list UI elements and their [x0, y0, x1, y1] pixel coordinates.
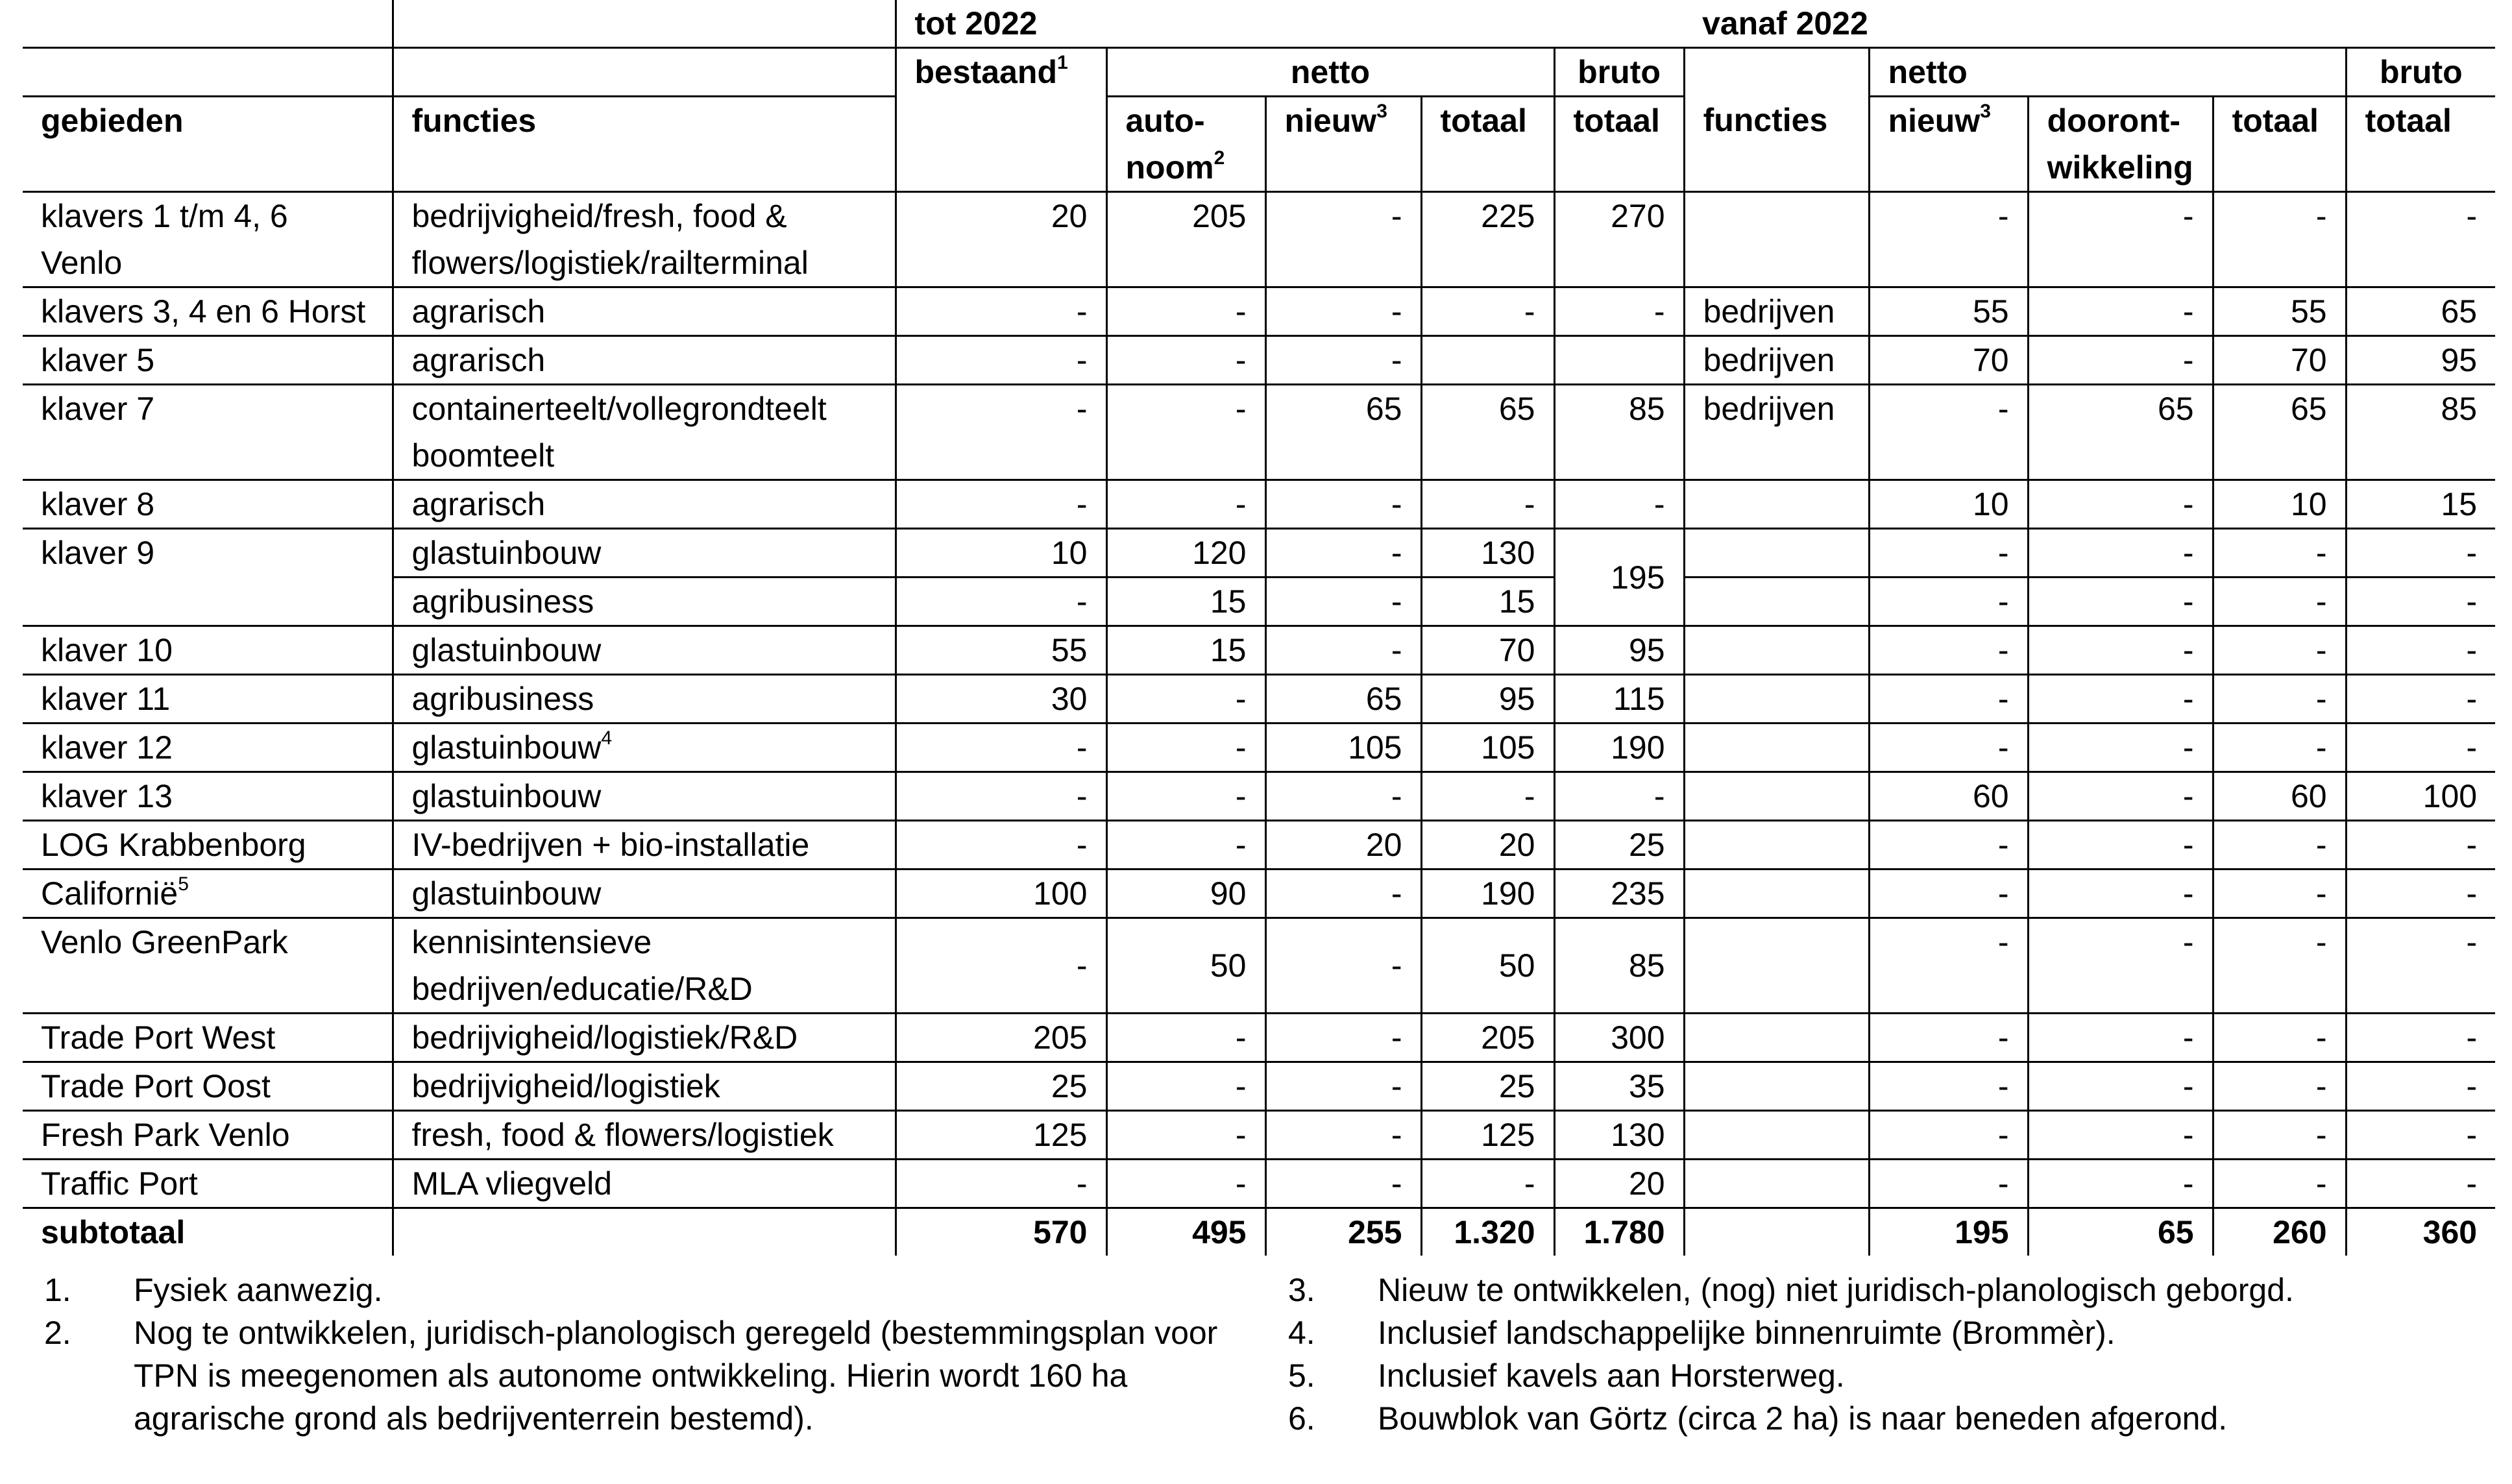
- table-row: klaver 13 glastuinbouw - - - - - 60 - 60 100: [23, 772, 2495, 821]
- header-bruto-totaal-from: totaal: [2346, 97, 2495, 192]
- header-totaal-from: totaal: [2213, 97, 2346, 192]
- area-function-table: [23, 0, 2495, 1256]
- table-row: klavers 1 t/m 4, 6 Venlo bedrijvigheid/fresh, food & flowers/logistiek/railterminal 20 205 - 225 270 - - - -: [23, 192, 2495, 287]
- header-gebieden: gebieden: [23, 97, 393, 192]
- footnote-item: 3. Nieuw te ontwikkelen, (nog) niet juridisch-planologisch geborgd.: [1288, 1272, 2294, 1308]
- header-functies-from: functies: [1684, 97, 1869, 192]
- header-functies: functies: [393, 97, 896, 192]
- table-row: Trade Port Oost bedrijvigheid/logistiek 25 - - 25 35 - - - -: [23, 1062, 2495, 1111]
- header-bestaand: bestaand$^1$: [896, 48, 1106, 97]
- header-netto-from: netto: [1869, 48, 2346, 97]
- header-bruto-until: bruto: [1554, 48, 1684, 97]
- subtotal-label: subtotaal: [23, 1208, 393, 1256]
- header-bruto-totaal-until: totaal: [1554, 97, 1684, 192]
- table-row: klaver 7 containerteelt/vollegrondteelt boomteelt - - 65 65 85 bedrijven - 65 65 85: [23, 385, 2495, 480]
- table-row: Trade Port West bedrijvigheid/logistiek/R&D 205 - - 205 300 - - - -: [23, 1014, 2495, 1062]
- table-row: klaver 10 glastuinbouw 55 15 - 70 95 - - - -: [23, 626, 2495, 675]
- header-nieuw-from: nieuw$^3$: [1869, 97, 2028, 192]
- table-row: Venlo GreenPark kennisintensieve bedrijven/educatie/R&D - 50 - 50 85 - - - -: [23, 918, 2495, 1014]
- header-row-groups: [23, 48, 2495, 97]
- table-row: Traffic Port MLA vliegveld - - - - 20 - - - -: [23, 1160, 2495, 1208]
- footnotes-right: [1288, 1269, 2495, 1440]
- header-totaal-until: totaal: [1421, 97, 1554, 192]
- period-from-2022: vanaf 2022: [1702, 5, 1868, 42]
- subtotal-row: subtotaal 570 495 255 1.320 1.780 195 65 260 360: [23, 1208, 2495, 1256]
- footnote-item: 4. Inclusief landschappelijke binnenruimte (Brommèr).: [1288, 1315, 2116, 1351]
- table-row: klavers 3, 4 en 6 Horst agrarisch - - - - - bedrijven 55 - 55 65: [23, 287, 2495, 336]
- header-bruto-from: bruto: [2346, 48, 2495, 97]
- footnote-item: 6. Bouwblok van Görtz (circa 2 ha) is naar beneden afgerond.: [1288, 1400, 2228, 1437]
- header-netto-until: netto: [1106, 48, 1554, 97]
- footnotes-left: [44, 1269, 1251, 1440]
- table-row: klaver 9 glastuinbouw 10 120 - 130 195 - - - -: [23, 529, 2495, 578]
- footnote-item: 2. Nog te ontwikkelen, juridisch-planologisch geregeld (bestemmingsplan voor TPN is meegenomen als autonome ontwikkeling. Hierin wordt 160 ha agrarische grond als bedrijventerrein bestemd).: [44, 1315, 1218, 1437]
- header-row-period: [23, 0, 2495, 48]
- table-row: LOG Krabbenborg IV-bedrijven + bio-installatie - - 20 20 25 - - - -: [23, 821, 2495, 870]
- footnote-item: 1. Fysiek aanwezig.: [44, 1272, 383, 1308]
- footnote-item: 5. Inclusief kavels aan Horsterweg.: [1288, 1357, 1845, 1394]
- table-row: klaver 8 agrarisch - - - - - 10 - 10 15: [23, 480, 2495, 529]
- table-row: klaver 5 agrarisch - - - bedrijven 70 - 70 95: [23, 336, 2495, 385]
- header-row-columns: [23, 97, 2495, 192]
- header-autonoom: auto-noom$^2$: [1106, 97, 1265, 192]
- period-until-2022: tot 2022: [896, 0, 1684, 48]
- table-row: Californië$^5$ glastuinbouw 100 90 - 190 235 - - - -: [23, 870, 2495, 918]
- table-row: Fresh Park Venlo fresh, food & flowers/logistiek 125 - - 125 130 - - - -: [23, 1111, 2495, 1160]
- table-row: klaver 11 agribusiness 30 - 65 95 115 - - - -: [23, 675, 2495, 724]
- table-row: klaver 12 glastuinbouw$^4$ - - 105 105 190 - - - -: [23, 724, 2495, 772]
- header-nieuw-until: nieuw$^3$: [1265, 97, 1421, 192]
- header-doorontwikkeling: dooront-wikkeling: [2028, 97, 2213, 192]
- table-row: agribusiness - 15 - 15 - - - -: [23, 578, 2495, 626]
